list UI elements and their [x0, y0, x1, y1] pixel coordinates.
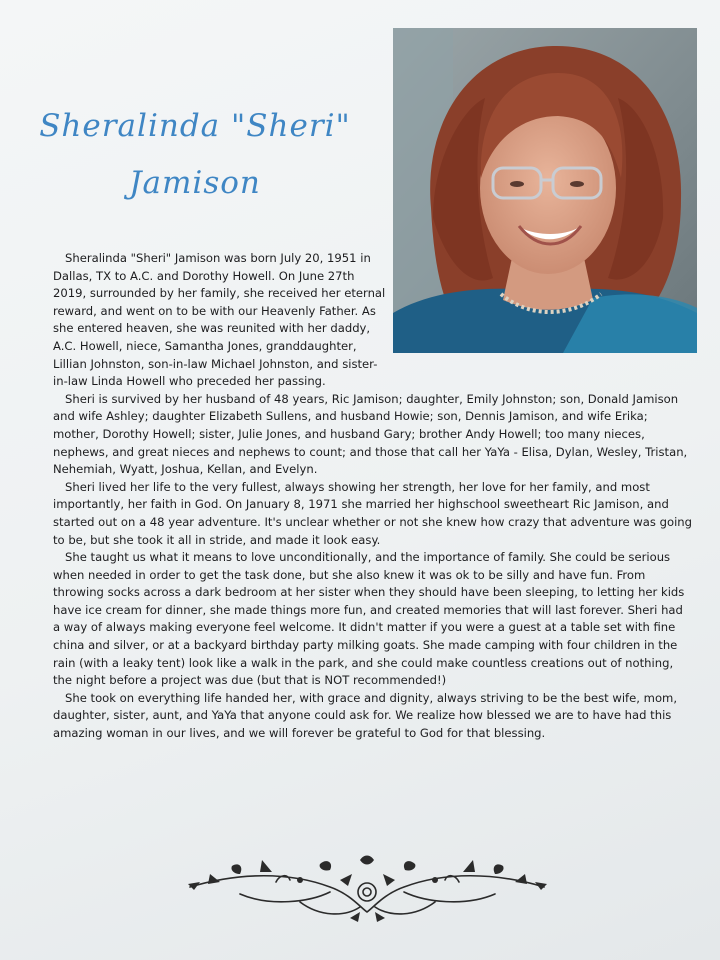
paragraph-memories: She taught us what it means to love unconditionally, and the importance of family. She could be serious when needed in order to get the task done, but she also knew it was ok to be silly and have fun. From throwing socks across a dark bedroom at her sister when they should have been sleeping, to letting her kids have ice cream for dinner, she made things more fun, and created memories that will last forever. Sheri had a way of always making everyone feel welcome. It didn't matter if you were a guest at a table set with fine china and silver, or at a backyard birthday party milking goats. She made camping with four children in the rain (with a leaky tent) look like a walk in the park, and she could make countless creations out of nothing, the night before a project was due (but that is NOT recommended!)	[53, 550, 685, 688]
paragraph-birth-and-passing: Sheralinda "Sheri" Jamison was born July 20, 1951 in Dallas, TX to A.C. and Dorothy Howell. On June 27th 2019, surrounded by her family, she received her eternal reward, and went on to be with our Heavenly Father. As she entered heaven, she was reunited with her daddy, A.C. Howell, niece, Samantha Jones, granddaughter, Lillian Johnston, son-in-law Michael Johnston, and sister-in-law Linda Howell who preceded her passing.	[53, 251, 386, 389]
obituary-text	[53, 250, 693, 743]
paragraph-survived-by: Sheri is survived by her husband of 48 years, Ric Jamison; daughter, Emily Johnston; son, Donald Jamison and wife Ashley; daughter Elizabeth Sullens, and husband Howie; son, Dennis Jamison, and wife Erika; mother, Dorothy Howell; sister, Julie Jones, and husband Gary; brother Andy Howell; too many nieces, nephews, and great nieces and nephews to count; and those that call her YaYa - Elisa, Dylan, Wesley, Tristan, Nehemiah, Wyatt, Joshua, Kellan, and Evelyn.	[53, 391, 688, 477]
heading-name-line2: Jamison	[129, 165, 261, 201]
heading-name-line1: Sheralinda "Sheri"	[39, 108, 351, 144]
paragraph-legacy: She took on everything life handed her, with grace and dignity, always striving to be the best wife, mom, daughter, sister, aunt, and YaYa that anyone could ask for. We realize how blessed we are to have had this amazing woman in our lives, and we will forever be grateful to God for that blessing.	[53, 690, 678, 741]
paragraph-life-and-faith: Sheri lived her life to the very fullest, always showing her strength, her love for her family, and most importantly, her faith in God. On January 8, 1971 she married her highschool sweetheart Ric Jamison, and started out on a 48 year adventure. It's unclear whether or not she knew how crazy that adventure was going to be, but she took it all in stride, and made it look easy.	[53, 479, 692, 547]
floral-flourish-icon	[180, 852, 555, 927]
